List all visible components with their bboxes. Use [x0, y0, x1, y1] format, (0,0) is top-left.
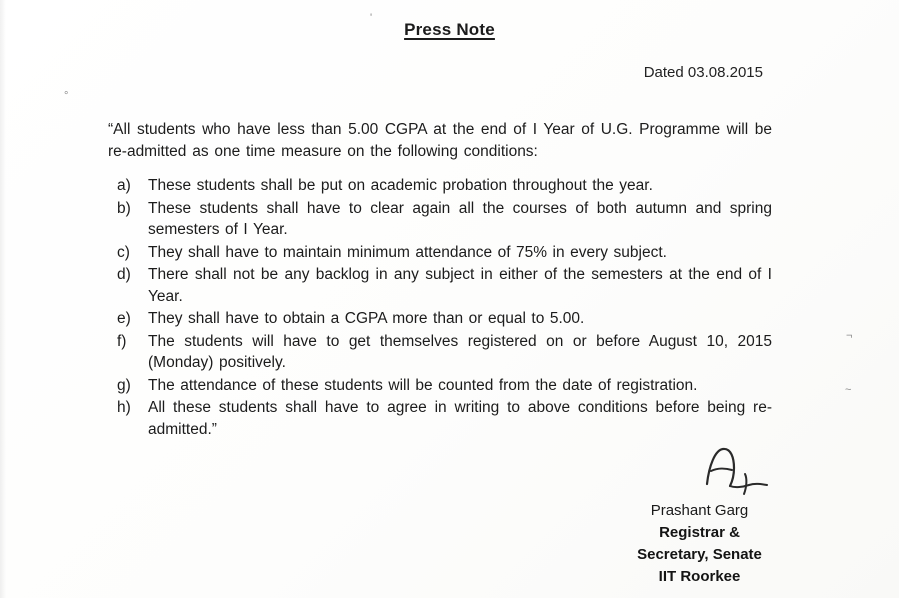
signature-block — [612, 444, 787, 588]
list-item — [117, 242, 772, 264]
list-item — [117, 264, 772, 307]
list-item-label: d) — [117, 266, 131, 283]
scan-artifact: ~ — [845, 384, 852, 396]
list-item-text: The students will have to get themselves registered on or before August 10, 2015 (Monday) positively. — [148, 332, 772, 371]
scan-edge-shadow — [0, 0, 6, 598]
scan-artifact: ° — [64, 90, 69, 102]
page-title — [0, 20, 899, 40]
list-item-text: These students shall be put on academic probation throughout the year. — [148, 177, 653, 194]
list-item-label: f) — [117, 332, 127, 350]
page-title-text: Press Note — [404, 20, 495, 39]
list-item-text: These students shall have to clear again all the courses of both autumn and spring semesters of I Year. — [148, 199, 772, 238]
list-item — [117, 397, 772, 440]
list-item — [117, 308, 772, 330]
list-item-label: h) — [117, 399, 131, 416]
signatory-role-line: Secretary, Senate — [637, 546, 762, 563]
signatory-role-line: IIT Roorkee — [658, 568, 741, 585]
list-item — [117, 198, 772, 241]
signatory-role-line: Registrar & — [659, 524, 740, 541]
list-item-text: There shall not be any backlog in any subject in either of the semesters at the end of I Year. — [148, 266, 772, 305]
intro-paragraph: “All students who have less than 5.00 CGPA at the end of I Year of U.G. Programme will be re-admitted as one time measure on the following conditions: — [108, 121, 772, 160]
scan-artifact: ' — [370, 12, 373, 24]
conditions-list — [108, 175, 772, 440]
list-item — [117, 331, 772, 374]
list-item-text: They shall have to maintain minimum attendance of 75% in every subject. — [148, 243, 667, 261]
list-item — [117, 175, 772, 197]
list-item-text: They shall have to obtain a CGPA more than or equal to 5.00. — [148, 310, 585, 327]
list-item-label: c) — [117, 243, 130, 261]
scan-artifact: ¬ — [846, 330, 853, 342]
list-item — [117, 375, 772, 397]
signature-icon — [701, 444, 773, 498]
document-body — [0, 119, 899, 440]
list-item-text: All these students shall have to agree in writing to above conditions before being re-admitted.” — [148, 399, 772, 438]
handwritten-signature — [612, 444, 787, 500]
list-item-label: e) — [117, 310, 131, 327]
list-item-label: a) — [117, 177, 131, 194]
signatory-name: Prashant Garg — [650, 502, 749, 519]
list-item-label: b) — [117, 199, 131, 217]
list-item-label: g) — [117, 376, 131, 394]
list-item-text: The attendance of these students will be counted from the date of registration. — [148, 376, 698, 394]
document-date: Dated 03.08.2015 — [643, 64, 763, 81]
